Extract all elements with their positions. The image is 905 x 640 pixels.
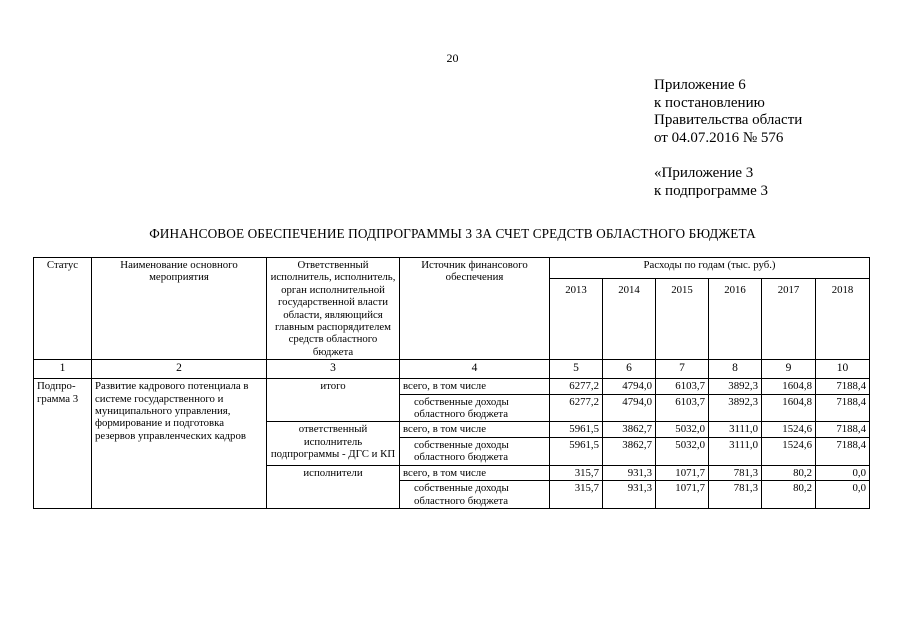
header-year: 2018 [816, 279, 870, 360]
value-cell: 6103,7 [656, 379, 709, 394]
value-cell: 80,2 [762, 481, 816, 509]
value-cell: 781,3 [709, 465, 762, 480]
header-year: 2014 [603, 279, 656, 360]
table-row [34, 379, 870, 394]
appendix-line: «Приложение 3 [654, 165, 754, 181]
value-cell: 0,0 [816, 465, 870, 480]
value-cell: 3111,0 [709, 422, 762, 437]
value-cell: 1604,8 [762, 379, 816, 394]
value-cell: 3862,7 [603, 437, 656, 465]
value-cell: 1604,8 [762, 394, 816, 422]
header-status: Статус [34, 258, 92, 360]
value-cell: 1524,6 [762, 437, 816, 465]
value-cell: 931,3 [603, 481, 656, 509]
status-cell: Подпро-грамма 3 [34, 379, 92, 509]
column-number: 5 [550, 360, 603, 379]
appendix-line: от 04.07.2016 № 576 [654, 129, 784, 146]
value-cell: 5961,5 [550, 422, 603, 437]
value-cell: 80,2 [762, 465, 816, 480]
appendix-line: Приложение 6 [654, 77, 746, 93]
value-cell: 315,7 [550, 465, 603, 480]
value-cell: 5961,5 [550, 437, 603, 465]
header-source: Источник финансового обеспечения [400, 258, 550, 360]
column-number: 3 [267, 360, 400, 379]
column-number-row [34, 360, 870, 379]
value-cell: 0,0 [816, 481, 870, 509]
header-year: 2017 [762, 279, 816, 360]
value-cell: 781,3 [709, 481, 762, 509]
column-number: 8 [709, 360, 762, 379]
appendix-line: к постановлению [654, 94, 765, 111]
responsible-cell: ответственный исполнитель подпрограммы - ДГС и КП [267, 422, 400, 465]
value-cell: 5032,0 [656, 422, 709, 437]
column-number: 2 [92, 360, 267, 379]
value-cell: 1071,7 [656, 481, 709, 509]
header-responsible: Ответственный исполнитель, исполнитель, орган исполнительной государственной власти области, являющийся главным распорядителем средств областного бюджета [267, 258, 400, 360]
appendix-line: к подпрограмме 3 [654, 182, 768, 199]
appendix-line: Правительства области [654, 112, 803, 128]
source-cell: всего, в том числе [400, 379, 550, 394]
value-cell: 7188,4 [816, 379, 870, 394]
page-number: 20 [446, 51, 459, 65]
value-cell: 7188,4 [816, 422, 870, 437]
value-cell: 4794,0 [603, 394, 656, 422]
column-number: 6 [603, 360, 656, 379]
source-cell: собственные доходы областного бюджета [400, 481, 550, 509]
header-year: 2013 [550, 279, 603, 360]
header-expenses: Расходы по годам (тыс. руб.) [550, 258, 870, 279]
header-row [34, 258, 870, 279]
name-cell: Развитие кадрового потенциала в системе государственного и муниципального управления, формирование и подготовка резервов управленческих кадров [92, 379, 267, 509]
value-cell: 1524,6 [762, 422, 816, 437]
source-cell: всего, в том числе [400, 422, 550, 437]
column-number: 7 [656, 360, 709, 379]
value-cell: 7188,4 [816, 437, 870, 465]
column-number: 9 [762, 360, 816, 379]
responsible-cell: итого [267, 379, 400, 422]
header-year: 2016 [709, 279, 762, 360]
column-number: 4 [400, 360, 550, 379]
value-cell: 3892,3 [709, 379, 762, 394]
column-number: 10 [816, 360, 870, 379]
source-cell: всего, в том числе [400, 465, 550, 480]
financing-table [33, 257, 870, 509]
value-cell: 6277,2 [550, 394, 603, 422]
value-cell: 5032,0 [656, 437, 709, 465]
value-cell: 1071,7 [656, 465, 709, 480]
document-title: ФИНАНСОВОЕ ОБЕСПЕЧЕНИЕ ПОДПРОГРАММЫ 3 ЗА СЧЕТ СРЕДСТВ ОБЛАСТНОГО БЮДЖЕТА [149, 226, 756, 241]
appendix-reference [654, 77, 802, 200]
column-number: 1 [34, 360, 92, 379]
value-cell: 6103,7 [656, 394, 709, 422]
value-cell: 7188,4 [816, 394, 870, 422]
header-name: Наименование основного мероприятия [92, 258, 267, 360]
value-cell: 3111,0 [709, 437, 762, 465]
source-cell: собственные доходы областного бюджета [400, 437, 550, 465]
value-cell: 6277,2 [550, 379, 603, 394]
value-cell: 315,7 [550, 481, 603, 509]
value-cell: 4794,0 [603, 379, 656, 394]
header-year: 2015 [656, 279, 709, 360]
value-cell: 3862,7 [603, 422, 656, 437]
source-cell: собственные доходы областного бюджета [400, 394, 550, 422]
value-cell: 3892,3 [709, 394, 762, 422]
value-cell: 931,3 [603, 465, 656, 480]
responsible-cell: исполнители [267, 465, 400, 508]
